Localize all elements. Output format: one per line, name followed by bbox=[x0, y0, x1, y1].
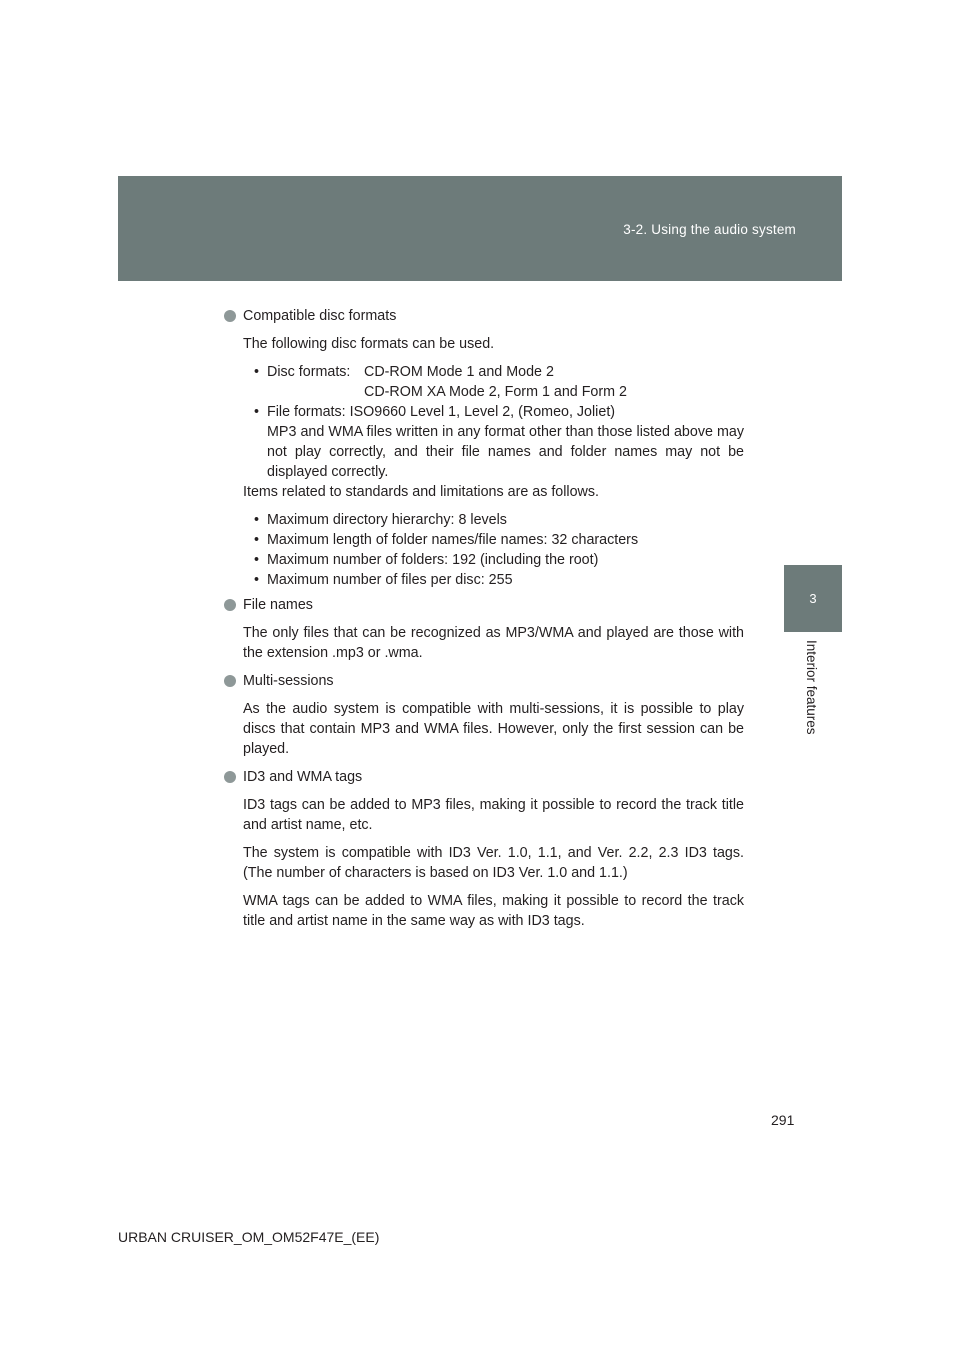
limits-intro: Items related to standards and limitations are as follows. bbox=[243, 484, 600, 500]
file-names-text: The only files that can be recognized as MP3/WMA and played are those with the extension .mp3 or .wma. bbox=[243, 625, 744, 661]
bullet-dot-icon bbox=[224, 675, 236, 687]
chapter-tab bbox=[784, 565, 842, 632]
chapter-label-text: Interior features bbox=[804, 640, 819, 735]
section-heading-file-names: File names bbox=[224, 595, 744, 615]
page-number: 291 bbox=[771, 1112, 795, 1128]
formats-list bbox=[224, 362, 744, 482]
section-heading-multi-sessions: Multi-sessions bbox=[224, 671, 744, 691]
list-item: • Maximum number of files per disc: 255 bbox=[254, 570, 744, 590]
list-item-file-formats: • File formats: ISO9660 Level 1, Level 2, (Romeo, Joliet) bbox=[254, 402, 744, 422]
formats-intro: The following disc formats can be used. bbox=[243, 336, 495, 352]
bullet-dot-icon bbox=[224, 599, 236, 611]
tags-paragraph-2: The system is compatible with ID3 Ver. 1.0, 1.1, and Ver. 2.2, 2.3 ID3 tags. (The number of characters is based on ID3 Ver. 1.0 and 1.1.) bbox=[243, 845, 744, 881]
chapter-number: 3 bbox=[809, 591, 817, 606]
multi-sessions-text: As the audio system is compatible with multi-sessions, it is possible to play discs that contain MP3 and WMA files. However, only the first session can be played. bbox=[243, 701, 744, 757]
list-item-disc-formats: • Disc formats: CD-ROM Mode 1 and Mode 2 CD-ROM XA Mode 2, Form 1 and Form 2 bbox=[254, 362, 744, 402]
file-formats-note: MP3 and WMA files written in any format other than those listed above may not play correctly, and their file names and folder names may not be displayed correctly. bbox=[267, 424, 744, 480]
bullet-dot-icon bbox=[224, 310, 236, 322]
list-item: • Maximum number of folders: 192 (including the root) bbox=[254, 550, 744, 570]
section-heading-tags: ID3 and WMA tags bbox=[224, 767, 744, 787]
section-heading-formats: Compatible disc formats bbox=[224, 306, 744, 326]
header-band bbox=[118, 176, 842, 281]
list-item: • Maximum length of folder names/file names: 32 characters bbox=[254, 530, 744, 550]
section-title: 3-2. Using the audio system bbox=[623, 222, 796, 237]
limits-list bbox=[224, 510, 744, 590]
model-code: URBAN CRUISER_OM_OM52F47E_(EE) bbox=[118, 1229, 380, 1245]
page-content bbox=[224, 306, 744, 931]
bullet-dot-icon bbox=[224, 771, 236, 783]
chapter-label bbox=[802, 640, 822, 750]
tags-paragraph-1: ID3 tags can be added to MP3 files, making it possible to record the track title and artist name, etc. bbox=[243, 797, 744, 833]
list-item: • Maximum directory hierarchy: 8 levels bbox=[254, 510, 744, 530]
tags-paragraph-3: WMA tags can be added to WMA files, making it possible to record the track title and artist name in the same way as with ID3 tags. bbox=[243, 893, 744, 929]
